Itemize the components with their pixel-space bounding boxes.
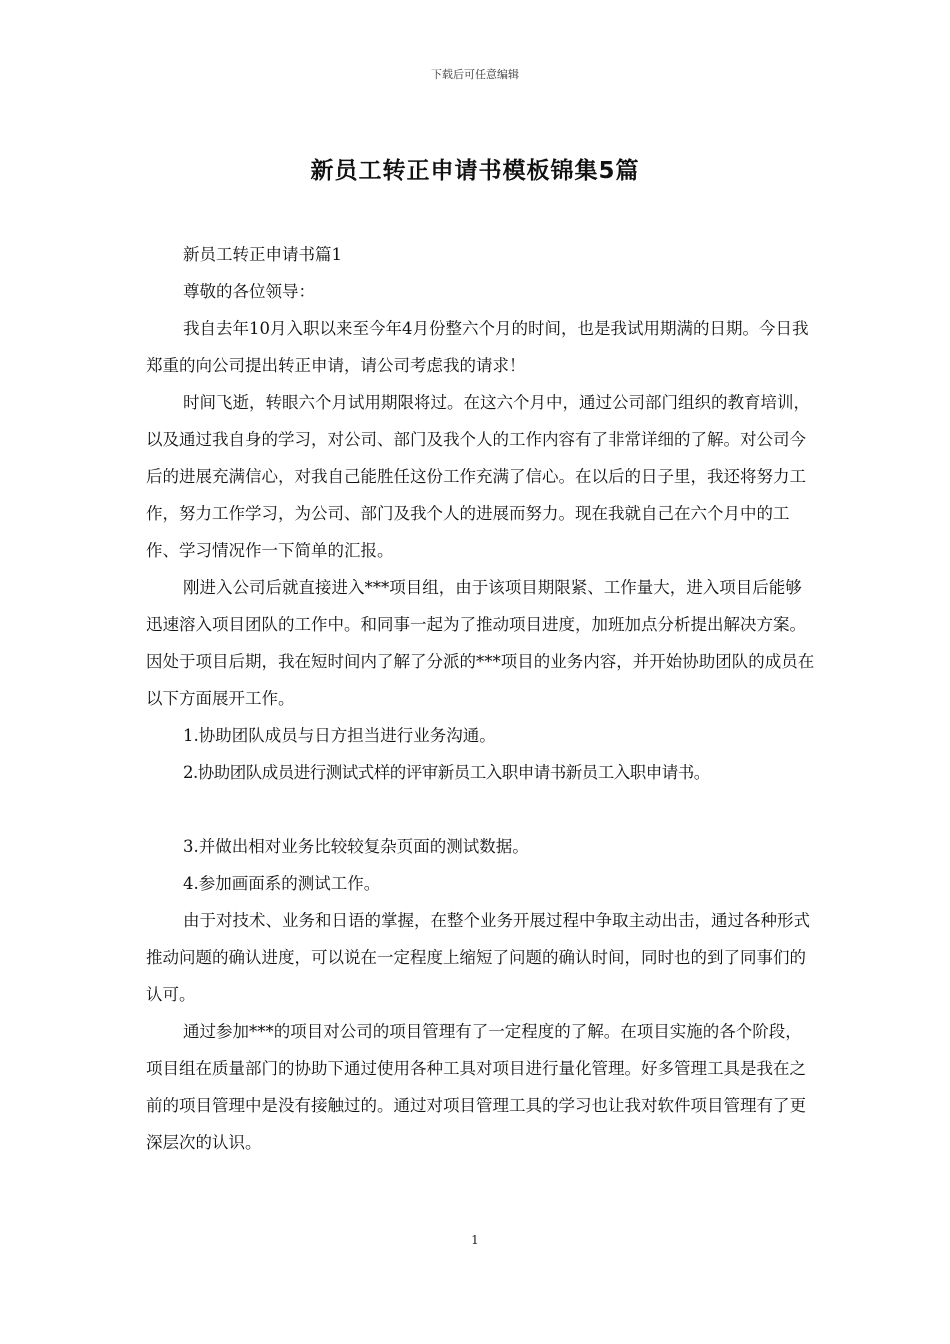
body-paragraph: 由于对技术、业务和日语的掌握，在整个业务开展过程中争取主动出击，通过各种形式推动问题的确认进度，可以说在一定程度上缩短了问题的确认时间，同时也的到了同事们的认可。: [146, 911, 810, 1004]
document-title: 新员工转正申请书模板锦集5篇: [310, 158, 640, 184]
list-item: 4.参加画面系的测试工作。: [183, 874, 381, 893]
body-paragraph: 刚进入公司后就直接进入***项目组，由于该项目期限紧、工作量大，进入项目后能够迅速溶入项目团队的工作中。和同事一起为了推动项目进度，加班加点分析提出解决方案。因处于项目后期，我在短时间内了解了分派的***项目的业务内容，并开始协助团队的成员在以下方面展开工作。: [146, 578, 815, 708]
list-item: 2.协助团队成员进行测试式样的评审新员工入职申请书新员工入职申请书。: [183, 763, 710, 782]
list-item: 3.并做出相对业务比较较复杂页面的测试数据。: [183, 837, 529, 856]
salutation: 尊敬的各位领导：: [183, 282, 315, 301]
body-paragraph: 通过参加***的项目对公司的项目管理有了一定程度的了解。在项目实施的各个阶段，项目组在质量部门的协助下通过使用各种工具对项目进行量化管理。好多管理工具是我在之前的项目管理中是没有接触过的。通过对项目管理工具的学习也让我对软件项目管理有了更深层次的认识。: [146, 1022, 806, 1152]
body-paragraph: 时间飞逝，转眼六个月试用期限将过。在这六个月中，通过公司部门组织的教育培训，以及通过我自身的学习，对公司、部门及我个人的工作内容有了非常详细的了解。对公司今后的进展充满信心，对我自己能胜任这份工作充满了信心。在以后的日子里，我还将努力工作，努力工作学习，为公司、部门及我个人的进展而努力。现在我就自己在六个月中的工作、学习情况作一下简单的汇报。: [146, 393, 810, 560]
page-number: 1: [471, 1233, 479, 1247]
list-item: 1.协助团队成员与日方担当进行业务沟通。: [183, 726, 496, 745]
body-paragraph: 我自去年10月入职以来至今年4月份整六个月的时间，也是我试用期满的日期。今日我郑重的向公司提出转正申请，请公司考虑我的请求！: [146, 319, 809, 375]
document-body: [146, 236, 818, 1161]
blank-line: [146, 791, 818, 828]
page-header: 下载后可任意编辑: [431, 68, 519, 81]
section-heading: 新员工转正申请书篇1: [183, 245, 342, 264]
